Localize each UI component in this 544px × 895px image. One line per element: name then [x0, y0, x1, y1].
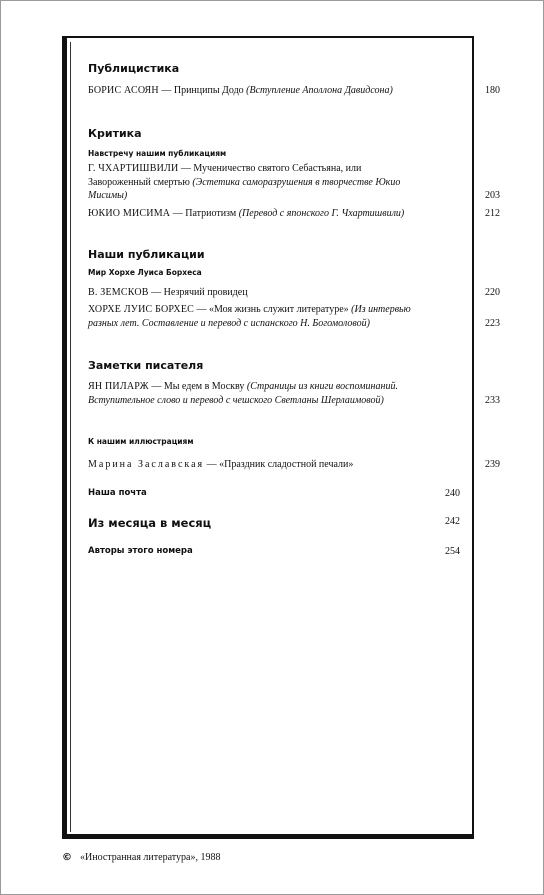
copyright-line — [62, 852, 220, 863]
section-zametki-pisatelya — [88, 359, 203, 372]
entry-title: Наша почта — [88, 488, 147, 498]
entry-work: — Принципы Додо — [158, 85, 247, 96]
section-illustrations — [88, 437, 193, 446]
entry-work: — «Праздник сладостной печали» — [204, 459, 354, 470]
entry-page: 203 — [485, 190, 500, 201]
toc-entry[interactable] — [88, 162, 500, 203]
entry-author: ЯН ПИЛАРЖ — [88, 381, 149, 392]
entry-page: 239 — [485, 459, 500, 470]
entry-page: 254 — [445, 546, 460, 557]
section-title: Критика — [88, 127, 142, 140]
toc-entry[interactable] — [88, 207, 500, 221]
section-title: Заметки писателя — [88, 359, 204, 372]
section-subtitle: Мир Хорхе Луиса Борхеса — [88, 268, 202, 277]
entry-page: 180 — [485, 85, 500, 96]
toc-entry[interactable] — [88, 286, 500, 300]
entry-author: ХОРХЕ ЛУИС БОРХЕС — [88, 304, 195, 315]
entry-author: БОРИС АСОЯН — [88, 85, 159, 96]
section-nashi-publikatsii — [88, 248, 205, 261]
toc-entry-monthly[interactable] — [88, 516, 460, 530]
entry-work: — Патриотизм — [170, 208, 239, 219]
entry-page: 220 — [485, 287, 500, 298]
entry-page: 212 — [485, 208, 500, 219]
entry-author: Марина Заславская — [88, 459, 205, 470]
entry-page: 223 — [485, 317, 500, 329]
entry-title: Из месяца в месяц — [88, 516, 212, 530]
copyright-icon: © — [62, 852, 72, 863]
toc-entry[interactable] — [88, 458, 500, 472]
section-title: Наши публикации — [88, 248, 205, 261]
entry-note: (Страницы из книги воспоминаний. Вступительное слово и перевод с чешского Светланы Шерлаимовой) — [88, 381, 398, 406]
entry-page: 242 — [445, 516, 460, 527]
entry-page: 240 — [445, 488, 460, 499]
copyright-text: «Иностранная литература», 1988 — [80, 852, 221, 863]
entry-note: (Перевод с японского Г. Чхартишвили) — [238, 208, 405, 219]
section-title: Публицистика — [88, 62, 180, 75]
section-subtitle: Навстречу нашим публикациям — [88, 149, 227, 158]
entry-note: (Из интервью разных лет. Составление и перевод с испанского Н. Богомоловой) — [88, 304, 411, 329]
section-publicistika — [88, 62, 179, 75]
entry-note: (Эстетика саморазрушения в творчестве Юкио Мисимы) — [88, 176, 401, 201]
entry-title: Авторы этого номера — [88, 546, 193, 556]
entry-work: — «Моя жизнь служит литературе» — [194, 304, 352, 315]
toc-entry[interactable] — [88, 84, 500, 98]
entry-page: 233 — [485, 394, 500, 406]
entry-work: — Мученичество святого Себастьяна, или Завороженный смертью — [88, 163, 362, 188]
section-kritika — [88, 127, 142, 140]
toc-entry-mail[interactable] — [88, 488, 460, 498]
entry-note: (Вступление Аполлона Давидсона) — [246, 85, 393, 96]
toc-entry-authors[interactable] — [88, 546, 460, 556]
entry-author: ЮКИО МИСИМА — [88, 208, 171, 219]
entry-author: В. ЗЕМСКОВ — [88, 287, 149, 298]
toc-entry[interactable] — [88, 380, 500, 407]
section-title: К нашим иллюстрациям — [88, 437, 194, 446]
entry-work: — Незрячий провидец — [148, 287, 248, 298]
toc-entry[interactable] — [88, 303, 500, 330]
frame-rule — [70, 42, 71, 832]
entry-work: — Мы едем в Москву — [148, 381, 247, 392]
entry-author: Г. ЧХАРТИШВИЛИ — [88, 163, 179, 174]
